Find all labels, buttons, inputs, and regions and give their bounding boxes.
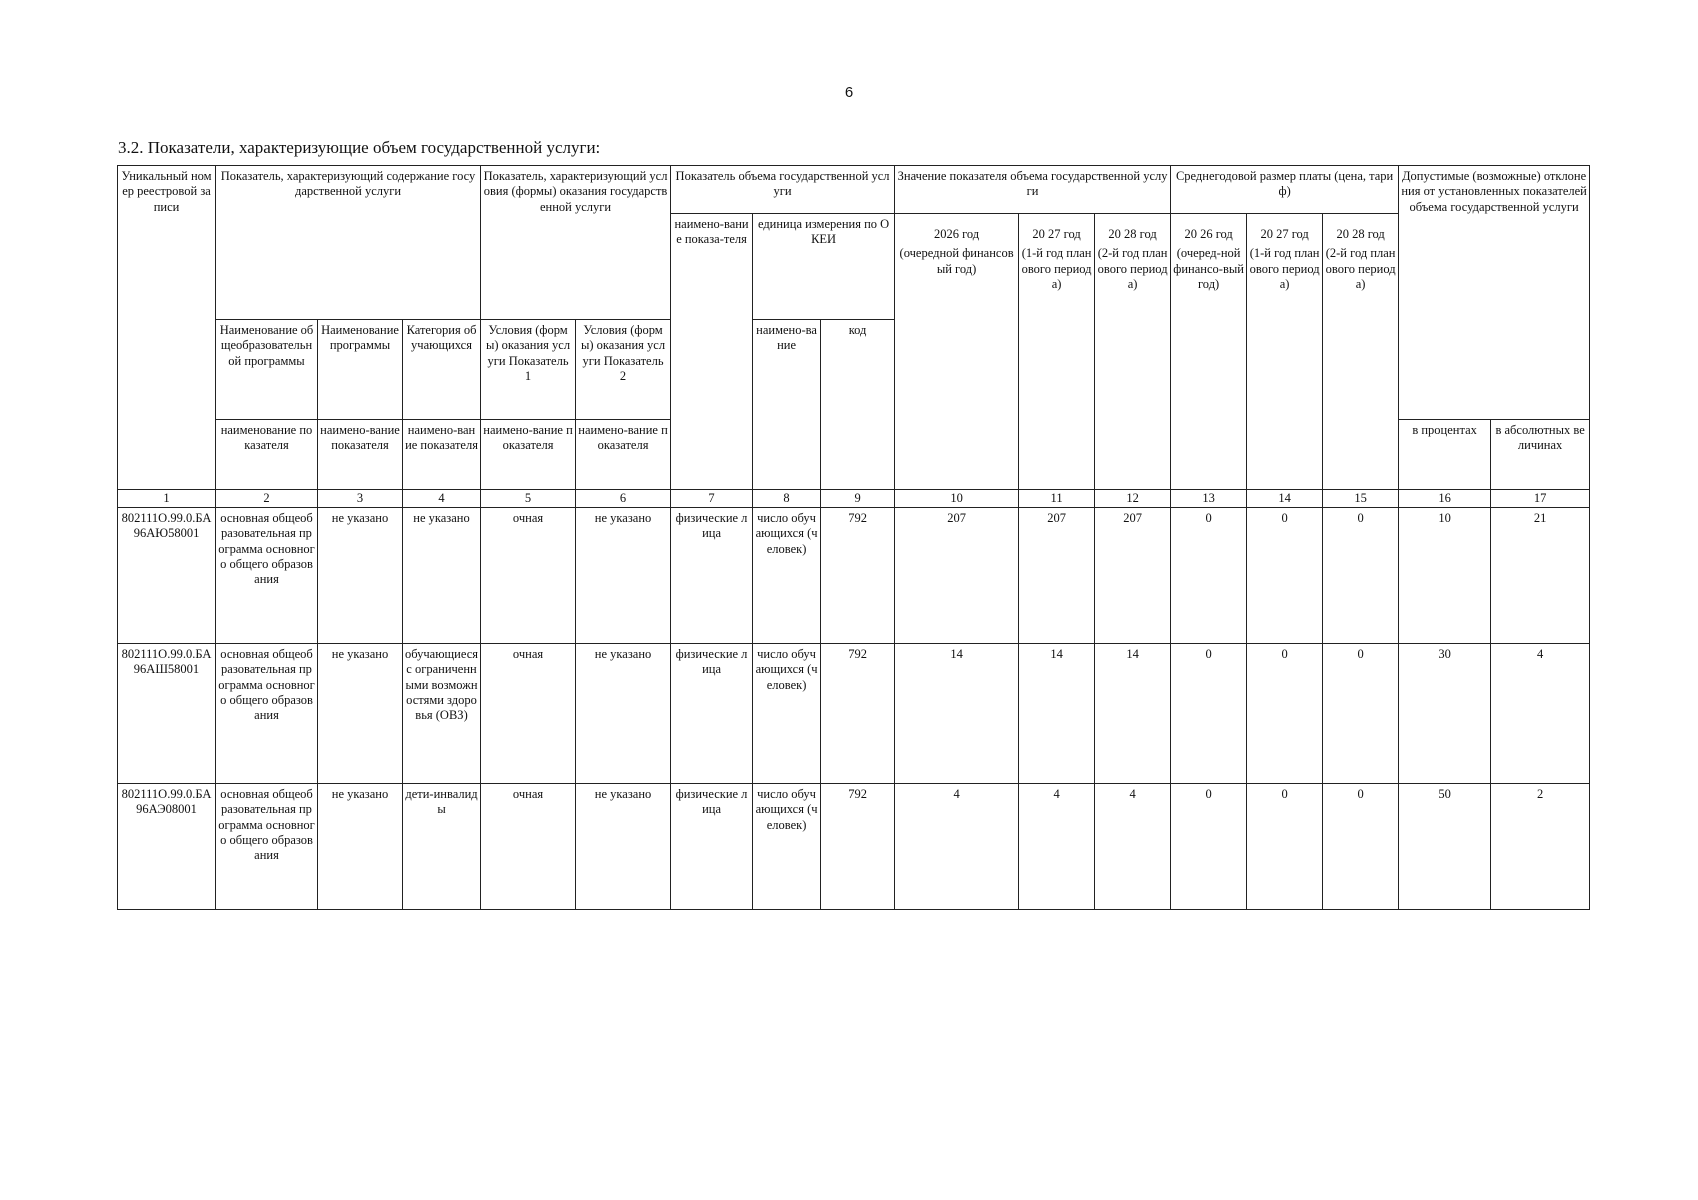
cell-fee-2028: 0 (1323, 644, 1399, 784)
year-2027-label: 20 27 год (1032, 227, 1081, 241)
cell-condition-1: очная (481, 784, 576, 910)
cell-deviation-absolute: 4 (1491, 644, 1590, 784)
column-number: 17 (1491, 490, 1590, 508)
fee-2028-label: 20 28 год (1336, 227, 1385, 241)
cell-fee-2028: 0 (1323, 508, 1399, 644)
header-fee-2028 (1323, 214, 1399, 490)
column-number: 8 (753, 490, 821, 508)
cell-fee-2027: 0 (1247, 508, 1323, 644)
table-row (118, 644, 1590, 784)
cell-unique-number: 802111О.99.0.БА96АШ58001 (118, 644, 216, 784)
cell-deviation-percent: 50 (1399, 784, 1491, 910)
column-number-row (118, 490, 1590, 508)
cell-indicator: физические лица (671, 508, 753, 644)
column-number: 13 (1171, 490, 1247, 508)
cell-fee-2026: 0 (1171, 644, 1247, 784)
cell-value-2027: 14 (1019, 644, 1095, 784)
caption-name-2: наимено-вание показателя (318, 420, 403, 490)
column-number: 5 (481, 490, 576, 508)
cell-fee-2026: 0 (1171, 508, 1247, 644)
header-in-percent: в процентах (1399, 420, 1491, 490)
header-program: Наименование программы (318, 320, 403, 420)
column-number: 10 (895, 490, 1019, 508)
header-year-2027 (1019, 214, 1095, 490)
cell-unit-name: число обучающихся (человек) (753, 508, 821, 644)
cell-indicator: физические лица (671, 784, 753, 910)
cell-value-2026: 14 (895, 644, 1019, 784)
header-conditions-indicator: Показатель, характеризующий условия (формы) оказания государственной услуги (481, 166, 671, 320)
cell-unit-code: 792 (821, 644, 895, 784)
caption-name-3: наимено-вание показателя (403, 420, 481, 490)
cell-category: дети-инвалиды (403, 784, 481, 910)
column-number: 4 (403, 490, 481, 508)
fee-2027-note: (1-й год планового периода) (1249, 246, 1320, 291)
cell-value-2028: 207 (1095, 508, 1171, 644)
cell-unit-name: число обучающихся (человек) (753, 784, 821, 910)
header-year-2028 (1095, 214, 1171, 490)
cell-condition-2: не указано (576, 644, 671, 784)
header-unit-code: код (821, 320, 895, 490)
header-unique-number: Уникальный номер реестровой записи (118, 166, 216, 490)
year-2027-note: (1-й год планового периода) (1021, 246, 1092, 291)
section-title: 3.2. Показатели, характеризующие объем государственной услуги: (118, 138, 601, 157)
cell-unique-number: 802111О.99.0.БА96АЮ58001 (118, 508, 216, 644)
column-number: 7 (671, 490, 753, 508)
fee-2026-label: 20 26 год (1184, 227, 1233, 241)
column-number: 1 (118, 490, 216, 508)
cell-fee-2026: 0 (1171, 784, 1247, 910)
cell-fee-2028: 0 (1323, 784, 1399, 910)
caption-name-1: наименование показателя (216, 420, 318, 490)
volume-indicators-table (117, 165, 1590, 910)
fee-2028-note: (2-й год планового периода) (1325, 246, 1396, 291)
column-number: 15 (1323, 490, 1399, 508)
cell-indicator: физические лица (671, 644, 753, 784)
column-number: 2 (216, 490, 318, 508)
cell-program-name: основная общеобразовательная программа основного общего образования (216, 508, 318, 644)
column-number: 9 (821, 490, 895, 508)
cell-condition-1: очная (481, 508, 576, 644)
year-2026-label: 2026 год (933, 227, 980, 241)
column-number: 14 (1247, 490, 1323, 508)
header-avg-fee: Среднегодовой размер платы (цена, тариф) (1171, 166, 1399, 214)
fee-2027-label: 20 27 год (1260, 227, 1309, 241)
cell-program: не указано (318, 784, 403, 910)
caption-name-5: наимено-вание показателя (576, 420, 671, 490)
cell-fee-2027: 0 (1247, 644, 1323, 784)
header-indicator-name: наимено-вание показа-теля (671, 214, 753, 490)
cell-unit-name: число обучающихся (человек) (753, 644, 821, 784)
header-fee-2027 (1247, 214, 1323, 490)
page-number: 6 (844, 84, 854, 101)
cell-deviation-absolute: 21 (1491, 508, 1590, 644)
column-number: 11 (1019, 490, 1095, 508)
cell-deviation-percent: 30 (1399, 644, 1491, 784)
header-in-absolute: в абсолютных величинах (1491, 420, 1590, 490)
cell-fee-2027: 0 (1247, 784, 1323, 910)
column-number: 16 (1399, 490, 1491, 508)
header-volume-indicator: Показатель объема государственной услуги (671, 166, 895, 214)
header-fee-2026 (1171, 214, 1247, 490)
cell-program: не указано (318, 644, 403, 784)
cell-program-name: основная общеобразовательная программа основного общего образования (216, 644, 318, 784)
cell-deviation-absolute: 2 (1491, 784, 1590, 910)
header-condition-2: Условия (формы) оказания услуги Показатель 2 (576, 320, 671, 420)
cell-unit-code: 792 (821, 784, 895, 910)
cell-unit-code: 792 (821, 508, 895, 644)
header-program-name: Наименование общеобразовательной программы (216, 320, 318, 420)
year-2028-label: 20 28 год (1108, 227, 1157, 241)
year-2026-note: (очередной финансовый год) (899, 246, 1014, 276)
fee-2026-note: (очеред-ной финансо-вый год) (1173, 246, 1244, 291)
cell-condition-2: не указано (576, 784, 671, 910)
table-row (118, 784, 1590, 910)
cell-condition-2: не указано (576, 508, 671, 644)
cell-deviation-percent: 10 (1399, 508, 1491, 644)
year-2028-note: (2-й год планового периода) (1097, 246, 1168, 291)
cell-value-2026: 4 (895, 784, 1019, 910)
cell-value-2027: 4 (1019, 784, 1095, 910)
cell-value-2028: 14 (1095, 644, 1171, 784)
column-number: 12 (1095, 490, 1171, 508)
cell-condition-1: очная (481, 644, 576, 784)
header-unit-name: наимено-вание (753, 320, 821, 490)
table-row (118, 508, 1590, 644)
caption-name-4: наимено-вание показателя (481, 420, 576, 490)
cell-category: обучающиеся с ограниченными возможностями здоровья (ОВЗ) (403, 644, 481, 784)
header-volume-value: Значение показателя объема государственной услуги (895, 166, 1171, 214)
header-unit-okei: единица измерения по ОКЕИ (753, 214, 895, 320)
cell-program: не указано (318, 508, 403, 644)
column-number: 6 (576, 490, 671, 508)
column-number: 3 (318, 490, 403, 508)
cell-value-2028: 4 (1095, 784, 1171, 910)
header-deviation: Допустимые (возможные) отклонения от установленных показателей объема государственной услуги (1399, 166, 1590, 420)
cell-category: не указано (403, 508, 481, 644)
cell-unique-number: 802111О.99.0.БА96АЭ08001 (118, 784, 216, 910)
header-year-2026 (895, 214, 1019, 490)
cell-value-2027: 207 (1019, 508, 1095, 644)
header-row-1 (118, 166, 1590, 214)
header-category: Категория обучающихся (403, 320, 481, 420)
header-condition-1: Условия (формы) оказания услуги Показатель 1 (481, 320, 576, 420)
cell-value-2026: 207 (895, 508, 1019, 644)
cell-program-name: основная общеобразовательная программа основного общего образования (216, 784, 318, 910)
header-content-indicator: Показатель, характеризующий содержание государственной услуги (216, 166, 481, 320)
